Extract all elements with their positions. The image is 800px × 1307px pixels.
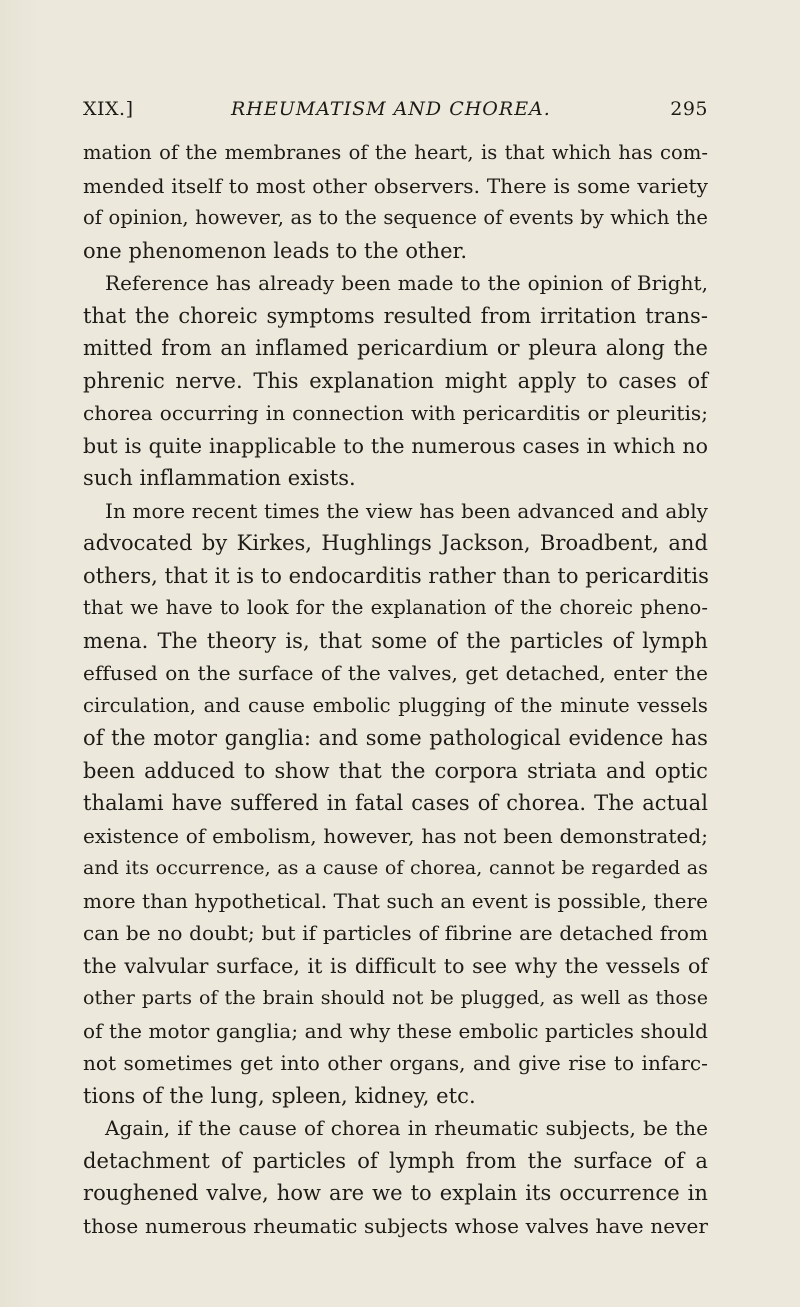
text-line: effused on the surface of the valves, get detached, enter the xyxy=(83,661,708,685)
text-line: Again, if the cause of chorea in rheumatic subjects, be the xyxy=(105,1116,708,1140)
body-text xyxy=(83,137,708,1242)
text-line: one phenomenon leads to the other. xyxy=(83,238,468,263)
chapter-number: XIX.] xyxy=(83,98,134,120)
text-line: the valvular surface, it is difficult to see why the vessels of xyxy=(83,953,708,978)
text-line: of the motor ganglia: and some pathological evidence has xyxy=(83,726,708,750)
text-line: those numerous rheumatic subjects whose valves have never xyxy=(83,1213,708,1238)
text-line: mended itself to most other observers. There is some variety xyxy=(83,173,708,198)
text-line: others, that it is to endocarditis rather than to pericarditis xyxy=(83,563,709,588)
text-line: that the choreic symptoms resulted from irritation trans- xyxy=(83,303,708,328)
text-line: tions of the lung, spleen, kidney, etc. xyxy=(83,1083,476,1108)
running-head xyxy=(83,98,708,128)
text-line: existence of embolism, however, has not been demonstrated; xyxy=(83,823,708,848)
running-title: RHEUMATISM AND CHOREA. xyxy=(231,98,551,120)
text-line: of the motor ganglia; and why these embolic particles should xyxy=(83,1018,708,1043)
text-line: roughened valve, how are we to explain its occurrence in xyxy=(83,1181,708,1205)
text-line: circulation, and cause embolic plugging of the minute vessels xyxy=(83,693,708,717)
text-line: Reference has already been made to the opinion of Bright, xyxy=(105,271,708,295)
text-line: phrenic nerve. This explanation might apply to cases of xyxy=(83,368,708,393)
text-line: In more recent times the view has been advanced and ably xyxy=(105,498,708,523)
text-line: advocated by Kirkes, Hughlings Jackson, Broadbent, and xyxy=(83,531,708,555)
page-number: 295 xyxy=(670,98,708,120)
text-line: that we have to look for the explanation of the choreic pheno- xyxy=(83,596,708,619)
text-line: more than hypothetical. That such an event is possible, there xyxy=(83,888,708,913)
text-line: but is quite inapplicable to the numerous cases in which no xyxy=(83,433,708,458)
text-line: mation of the membranes of the heart, is that which has com- xyxy=(83,141,708,164)
text-line: other parts of the brain should not be plugged, as well as those xyxy=(83,987,708,1009)
text-line: mitted from an inflamed pericardium or pleura along the xyxy=(83,336,708,360)
text-line: mena. The theory is, that some of the particles of lymph xyxy=(83,628,708,653)
text-line: detachment of particles of lymph from the surface of a xyxy=(83,1148,708,1173)
text-line: been adduced to show that the corpora striata and optic xyxy=(83,758,708,783)
text-line: chorea occurring in connection with pericarditis or pleuritis; xyxy=(83,401,708,425)
text-line: can be no doubt; but if particles of fibrine are detached from xyxy=(83,921,708,945)
text-line: thalami have suffered in fatal cases of chorea. The actual xyxy=(83,791,708,815)
text-line: of opinion, however, as to the sequence of events by which the xyxy=(83,206,708,229)
text-line: and its occurrence, as a cause of chorea, cannot be regarded as xyxy=(83,857,708,879)
text-line: not sometimes get into other organs, and give rise to infarc- xyxy=(83,1051,708,1075)
text-line: such inflammation exists. xyxy=(83,466,356,490)
